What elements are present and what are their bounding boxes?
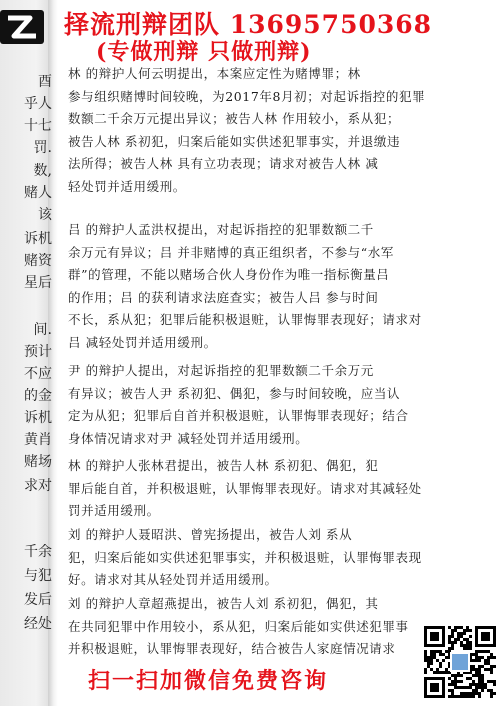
left-page-fragment: 酉 — [38, 74, 52, 90]
left-page-fragment: 发后 — [24, 592, 52, 608]
document-line: 尹 的辩护人提出，对起诉指控的犯罪数额二千余万元 — [68, 363, 374, 378]
ad-subtitle: (专做刑辩 只做刑辩) — [96, 39, 312, 65]
document-line: 罚并适用缓刑。 — [68, 503, 160, 518]
brand-logo-icon — [0, 10, 44, 44]
document-line: 有异议；被告人尹 系初犯、偶犯，参与时间较晚，应当认 — [68, 385, 401, 401]
document-line: 数额二千余万元提出异议；被告人林 作用较小，系从犯； — [68, 111, 401, 126]
left-page-fragment: 诉机 — [24, 410, 52, 426]
left-page-fragment: 数, — [33, 163, 52, 179]
document-line: 在共同犯罪中作用较小，系从犯，归案后能如实供述犯罪事 — [68, 618, 409, 634]
left-page-fragment: 罚. — [33, 140, 52, 156]
document-line: 犯，归案后能如实供述犯罪事实，并积极退赃，认罪悔罪表现 — [68, 549, 422, 565]
document-line: 身体情况请求对尹 减轻处罚并适用缓刑。 — [68, 430, 309, 446]
left-page-fragment: 预计 — [24, 344, 52, 360]
document-line: 并积极退赃，认罪悔罪表现好，结合被告人家庭情况请求 — [68, 641, 396, 656]
document-line: 轻处罚并适用缓刑。 — [68, 178, 186, 194]
left-page-fragment: 求对 — [24, 478, 52, 494]
document-line: 法所得；被告人林 具有立功表现；请求对被告人林 减 — [68, 156, 379, 171]
document-line: 参与组织赌博时间较晚，为2017年8月初；对起诉指控的犯罪 — [68, 88, 426, 104]
left-page-fragment: 间. — [33, 322, 52, 338]
left-page-fragment: 十七 — [24, 118, 52, 134]
document-line: 定为从犯；犯罪后自首并积极退赃，认罪悔罪表现好；结合 — [68, 408, 409, 423]
left-page-fragment: 经处 — [24, 616, 52, 632]
ad-call-to-action: 扫一扫加微信免费咨询 — [88, 668, 329, 694]
left-page-fragment: 千余 — [24, 544, 52, 560]
document-line: 吕 的辩护人孟洪权提出，对起诉指控的犯罪数额二千 — [68, 222, 374, 237]
document-line: 罪后能自首，并积极退赃，认罪悔罪表现好。请求对其减轻处 — [68, 480, 422, 496]
left-page-fragment: 的金 — [24, 388, 52, 404]
document-line: 被告人林 系初犯，归案后能如实供述犯罪事实，并退缴违 — [68, 133, 401, 149]
left-page-fragment: 赌资 — [24, 253, 52, 269]
document-line: 好。请求对其从轻处罚并适用缓刑。 — [68, 572, 278, 587]
left-page-fragment: 乎人 — [24, 96, 52, 112]
document-line: 的作用；吕 的获利请求法庭查实；被告人吕 参与时间 — [68, 289, 379, 305]
ad-title: 择流刑辩团队 13695750368 — [64, 10, 433, 39]
left-page-fragment: 黄肖 — [24, 432, 52, 448]
document-line: 余万元有异议；吕 并非赌博的真正组织者，不参与“水军 — [68, 244, 394, 260]
left-page-fragment: 与犯 — [24, 568, 52, 584]
wechat-qr-code[interactable] — [424, 626, 496, 698]
left-page-fragment: 不应 — [24, 366, 52, 382]
left-page-fragment: 该 — [38, 207, 52, 223]
document-line: 不长，系从犯；犯罪后能积极退赃，认罪悔罪表现好；请求对 — [68, 312, 422, 327]
document-line: 林 的辩护人何云明提出，本案应定性为赌博罪；林 — [68, 66, 361, 81]
document-line: 吕 减轻处罚并适用缓刑。 — [68, 334, 217, 350]
document-line: 刘 的辩护人章超燕提出，被告人刘 系初犯，偶犯，其 — [68, 596, 379, 611]
document-line: 林 的辩护人张林君提出，被告人林 系初犯、偶犯，犯 — [68, 458, 379, 473]
document-line: 群”的管理，不能以赌场合伙人身份作为唯一指标衡量吕 — [68, 267, 390, 282]
left-page-fragment: 诉机 — [24, 231, 52, 247]
left-page-fragment: 赌场 — [24, 454, 52, 470]
document-line: 刘 的辩护人聂昭洪、曾宪扬提出，被告人刘 系从 — [68, 527, 353, 542]
left-page-fragment: 星后 — [24, 275, 52, 291]
left-page-fragment: 赌人 — [24, 185, 52, 201]
